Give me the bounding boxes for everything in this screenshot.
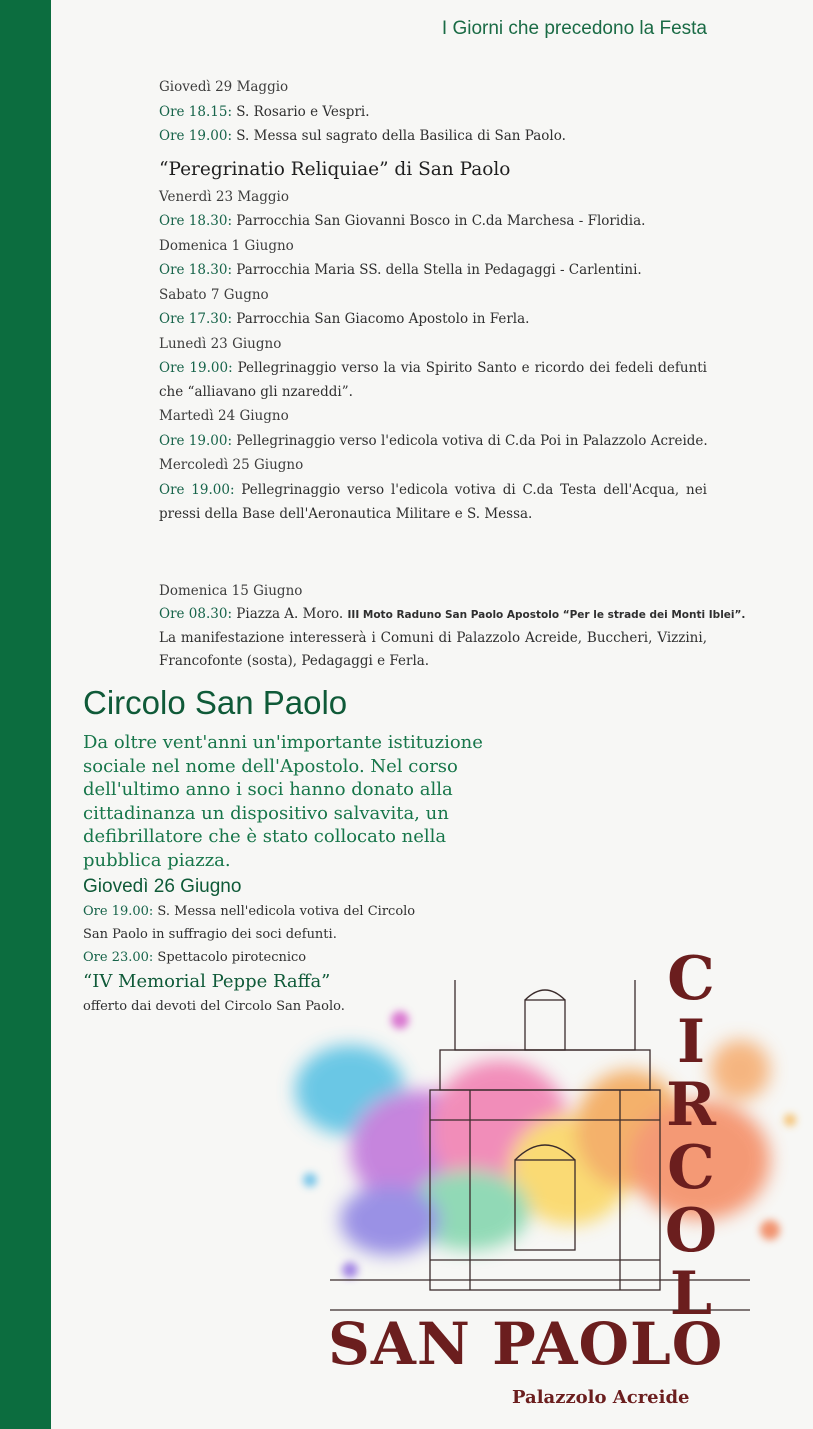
event-line xyxy=(159,100,707,125)
circolo-title: Circolo San Paolo xyxy=(83,684,348,721)
event-time: Ore 17.30: xyxy=(159,311,232,327)
event-line xyxy=(83,900,423,946)
moto-raduno-title: III Moto Raduno San Paolo Apostolo “Per le strade dei Monti Iblei”. xyxy=(347,609,746,621)
event-text: Pellegrinaggio verso la via Spirito Santo e ricordo dei fedeli defunti che “alliavano gli nzareddi”. xyxy=(159,360,708,400)
event-text: S. Rosario e Vespri. xyxy=(232,103,370,120)
event-time: Ore 18.30: xyxy=(159,262,232,278)
event-line xyxy=(159,429,707,454)
day-label: Giovedì 26 Giugno xyxy=(83,876,242,897)
logo-letter: R xyxy=(666,1070,716,1140)
logo-letter: L xyxy=(669,1259,713,1329)
logo-letter: C xyxy=(667,944,715,1014)
event-line xyxy=(159,603,746,627)
circolo-event-block xyxy=(83,874,423,1018)
moto-raduno-block xyxy=(159,580,746,673)
event-line xyxy=(83,946,423,969)
event-text: S. Messa sul sagrato della Basilica di San Paolo. xyxy=(232,128,566,144)
event-time: Ore 08.30: xyxy=(159,606,232,622)
day-label: Lunedì 23 Giugno xyxy=(159,335,282,352)
page-title: I Giorni che precedono la Festa xyxy=(441,18,707,39)
event-time: Ore 19.00: xyxy=(83,904,154,919)
event-text: S. Messa nell'edicola votiva del Circolo San Paolo in suffragio dei soci defunti. xyxy=(83,904,416,942)
circolo-vertical-logo xyxy=(655,944,727,1329)
event-text: Pellegrinaggio verso l'edicola votiva di C.da Poi in Palazzolo Acreide. xyxy=(232,432,708,449)
event-line xyxy=(159,209,707,234)
memorial-title: “IV Memorial Peppe Raffa” xyxy=(83,971,331,992)
event-time: Ore 19.00: xyxy=(159,432,232,449)
peregrinatio-title: “Peregrinatio Reliquiae” di San Paolo xyxy=(159,158,511,180)
logo-letter: O xyxy=(664,1196,718,1266)
event-text: Parrocchia San Giacomo Apostolo in Ferla. xyxy=(232,311,530,327)
logo-letter: I xyxy=(676,1007,706,1077)
event-time: Ore 19.00: xyxy=(159,481,235,498)
event-time: Ore 18.30: xyxy=(159,213,232,229)
event-text: Spettacolo pirotecnico xyxy=(153,950,307,965)
day-label: Mercoledì 25 Giugno xyxy=(159,457,304,473)
day-label: Venerdì 23 Maggio xyxy=(159,188,289,205)
circolo-description: Da oltre vent'anni un'importante istituzione sociale nel nome dell'Apostolo. Nel corso dell'ultimo anno i soci hanno donato alla cittadinanza un dispositivo salvavita, un defibrillatore che è stato collocato nella pubblica piazza. xyxy=(83,732,483,871)
offered-text: offerto dai devoti del Circolo San Paolo. xyxy=(83,999,345,1014)
event-line xyxy=(159,356,707,404)
event-time: Ore 23.00: xyxy=(83,950,154,965)
event-description: La manifestazione interesserà i Comuni di Palazzolo Acreide, Buccheri, Vizzini, Francofonte (sosta), Pedagaggi e Ferla. xyxy=(159,630,707,669)
day-label: Sabato 7 Gugno xyxy=(159,286,269,303)
event-text: Parrocchia San Giovanni Bosco in C.da Marchesa - Floridia. xyxy=(232,213,646,229)
san-paolo-logo-text: SAN PAOLO xyxy=(328,1310,724,1378)
event-place: Piazza A. Moro. xyxy=(232,606,348,622)
day-label: Domenica 1 Giugno xyxy=(159,237,294,254)
event-line xyxy=(159,478,707,526)
event-text: Parrocchia Maria SS. della Stella in Pedagaggi - Carlentini. xyxy=(232,262,642,278)
event-line xyxy=(159,258,707,283)
day-label: Martedì 24 Giugno xyxy=(159,408,289,424)
event-time: Ore 19.00: xyxy=(159,128,232,144)
day-label: Giovedì 29 Maggio xyxy=(159,79,289,95)
event-line xyxy=(159,124,707,149)
watercolor-church-illustration xyxy=(270,980,813,1340)
day-label: Domenica 15 Giugno xyxy=(159,583,303,599)
event-time: Ore 18.15: xyxy=(159,103,232,120)
schedule-top xyxy=(159,75,707,526)
event-line xyxy=(159,307,707,332)
event-time: Ore 19.00: xyxy=(159,360,233,376)
event-text: Pellegrinaggio verso l'edicola votiva di C.da Testa dell'Acqua, nei pressi della Base dell'Aeronautica Militare e S. Messa. xyxy=(159,481,708,522)
left-green-bar xyxy=(0,0,51,1429)
logo-letter: C xyxy=(667,1133,715,1203)
town-name: Palazzolo Acreide xyxy=(512,1387,690,1408)
